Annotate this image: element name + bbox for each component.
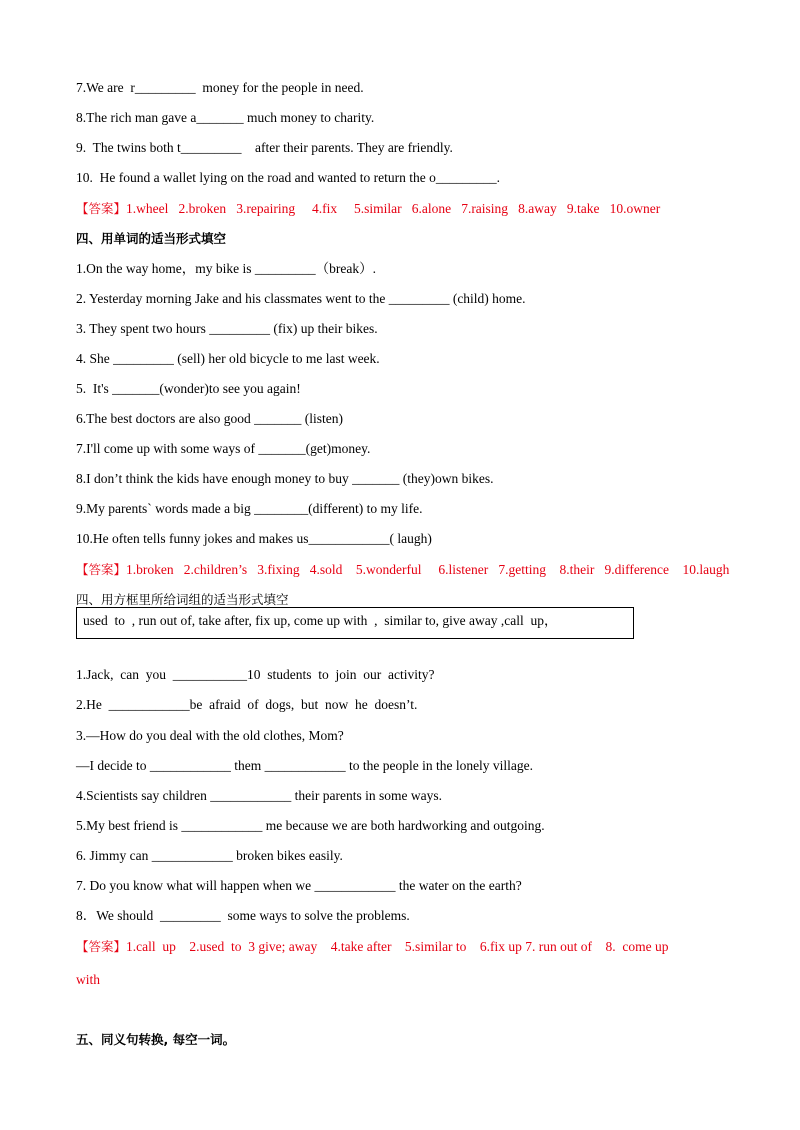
word-box-text: used to , run out of, take after, fix up, come up with , similar to, give away ,call up，	[83, 613, 558, 628]
exercise-item: 2. Yesterday morning Jake and his classmates went to the _________ (child) home.	[76, 291, 526, 306]
exercise-item: 8.I don’t think the kids have enough money to buy _______ (they)own bikes.	[76, 471, 494, 486]
exercise-item: 6.The best doctors are also good _______ (listen)	[76, 411, 343, 426]
exercise-item: 3. They spent two hours _________ (fix) up their bikes.	[76, 321, 378, 336]
exercise-item: 8.The rich man gave a_______ much money to charity.	[76, 110, 375, 125]
answer-text: 1.broken 2.children’s 3.fixing 4.sold 5.wonderful 6.listener 7.getting 8.their 9.difference 10.laugh	[126, 562, 730, 577]
exercise-item: 1.On the way home，my bike is _________（break）.	[76, 261, 376, 276]
exercise-item: 4. She _________ (sell) her old bicycle to me last week.	[76, 351, 380, 366]
exercise-item: 2.He ____________be afraid of dogs, but now he doesn’t.	[76, 697, 418, 712]
exercise-item: 10.He often tells funny jokes and makes us____________( laugh)	[76, 531, 432, 546]
section-heading: 四、用单词的适当形式填空	[76, 231, 227, 246]
answer-line	[76, 200, 660, 218]
exercise-item: 7. Do you know what will happen when we ____________ the water on the earth?	[76, 878, 522, 893]
exercise-item: 4.Scientists say children ____________ their parents in some ways.	[76, 788, 442, 803]
answer-line	[76, 938, 669, 956]
exercise-item: 1.Jack, can you ___________10 students to join our activity?	[76, 667, 435, 682]
exercise-item: 5.My best friend is ____________ me because we are both hardworking and outgoing.	[76, 818, 545, 833]
section-heading: 五、同义句转换, 每空一词。	[76, 1032, 236, 1047]
exercise-item: 3.—How do you deal with the old clothes, Mom?	[76, 728, 344, 743]
answer-text: 1.wheel 2.broken 3.repairing 4.fix 5.similar 6.alone 7.raising 8.away 9.take 10.owner	[126, 201, 661, 216]
exercise-item: 9. The twins both t_________ after their parents. They are friendly.	[76, 140, 453, 155]
answer-tag: 【答案】	[76, 201, 127, 216]
exercise-item: 9.My parents` words made a big ________(different) to my life.	[76, 501, 423, 516]
exercise-item: 7.I'll come up with some ways of _______(get)money.	[76, 441, 371, 456]
exercise-item: 5. It's _______(wonder)to see you again!	[76, 381, 301, 396]
section-heading: 四、用方框里所给词组的适当形式填空	[76, 592, 289, 607]
exercise-item: 6. Jimmy can ____________ broken bikes easily.	[76, 848, 343, 863]
exercise-item: 8．We should _________ some ways to solve the problems.	[76, 908, 410, 923]
exercise-item: 10. He found a wallet lying on the road and wanted to return the o_________.	[76, 170, 501, 185]
exercise-item: —I decide to ____________ them ____________ to the people in the lonely village.	[76, 758, 534, 773]
exercise-item: 7.We are r_________ money for the people in need.	[76, 80, 364, 95]
answer-line	[76, 561, 729, 579]
answer-tag: 【答案】	[76, 939, 127, 954]
word-box	[76, 607, 634, 639]
answer-tag: 【答案】	[76, 562, 127, 577]
answer-text: 1.call up 2.used to 3 give; away 4.take after 5.similar to 6.fix up 7. run out of 8. come up	[126, 939, 669, 954]
answer-text-continued: with	[76, 972, 101, 987]
